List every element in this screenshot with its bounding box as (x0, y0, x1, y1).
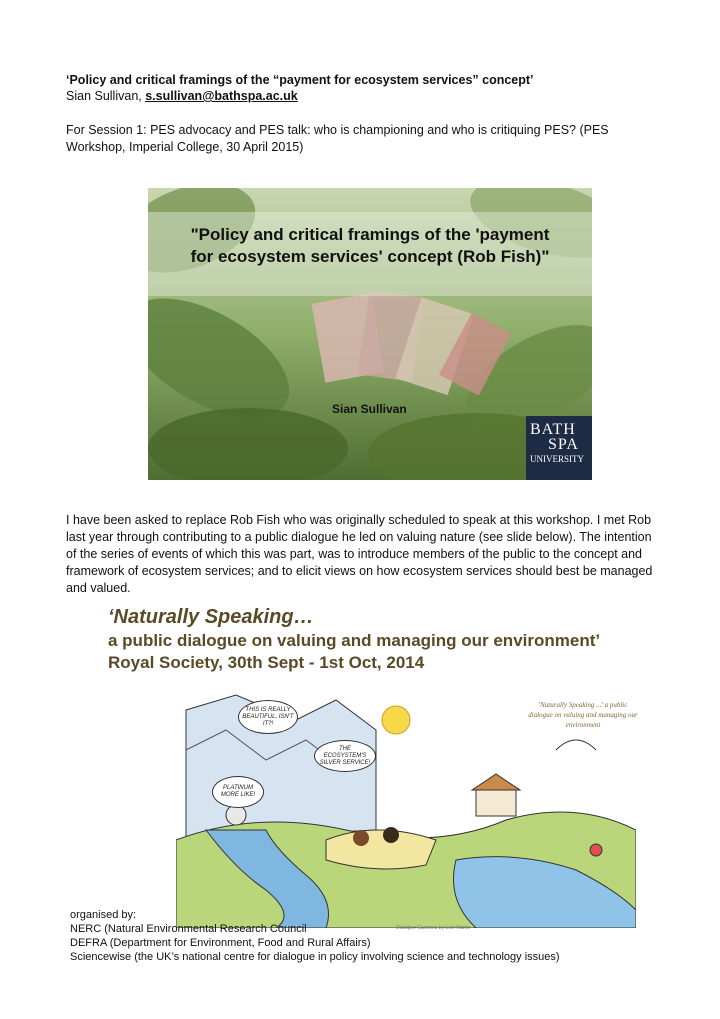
logo-line-2: SPA (548, 436, 579, 453)
author-name: Sian Sullivan, (66, 89, 146, 103)
bath-spa-logo (526, 416, 592, 480)
logo-line-1: BATH (530, 421, 576, 438)
session-description: For Session 1: PES advocacy and PES talk: who is championing and who is critiquing PES? (PES Workshop, Imperial College, 30 April 2015) (66, 123, 609, 154)
poster-heading-3: Royal Society, 30th Sept - 1st Oct, 2014 (108, 653, 425, 672)
slide-author: Sian Sullivan (332, 402, 407, 416)
body-paragraph: I have been asked to replace Rob Fish who was originally scheduled to speak at this workshop. I met Rob last year through contributing to a public dialogue he led on valuing nature (see slide below). The intention of the series of events of which this was part, was to introduce members of the public to the concept and framework of ecosystem services; and to elicit views on how ecosystem services should best be managed and valued. (66, 513, 653, 595)
slide-title: "Policy and critical framings of the 'payment for ecosystem services' concept (Rob Fish)" (190, 225, 550, 266)
organiser-defra: DEFRA (Department for Environment, Food and Rural Affairs) (70, 937, 371, 949)
author-email-link[interactable]: s.sullivan@bathspa.ac.uk (145, 89, 298, 103)
poster-side-text: 'Naturally Speaking ...' a public dialogue on valuing and managing our environment (528, 701, 638, 729)
organiser-nerc: NERC (Natural Environmental Research Council (70, 923, 307, 935)
poster-heading-1: ‘Naturally Speaking… (108, 606, 314, 628)
organiser-sciencewise: Sciencewise (the UK’s national centre for dialogue in policy involving science and technology issues) (70, 951, 560, 963)
speech-bubble-2: THE ECOSYSTEM'S SILVER SERVICE! (314, 740, 376, 772)
poster-heading-2: a public dialogue on valuing and managing our environment’ (108, 631, 601, 650)
document-title: ‘Policy and critical framings of the “payment for ecosystem services” concept’ (66, 73, 534, 87)
speech-bubble-1: THIS IS REALLY BEAUTIFUL, ISN'T IT?! (238, 700, 298, 734)
poster-image (66, 600, 666, 980)
speech-bubble-3: PLATINUM MORE LIKE! (212, 776, 264, 808)
author-line (66, 88, 298, 105)
organised-by-label: organised by: (70, 909, 137, 921)
slide-image (148, 188, 592, 480)
logo-line-3: UNIVERSITY (530, 454, 584, 464)
cartoon-credit: Dialogue Cartoons by Lolo Martin (396, 925, 471, 931)
